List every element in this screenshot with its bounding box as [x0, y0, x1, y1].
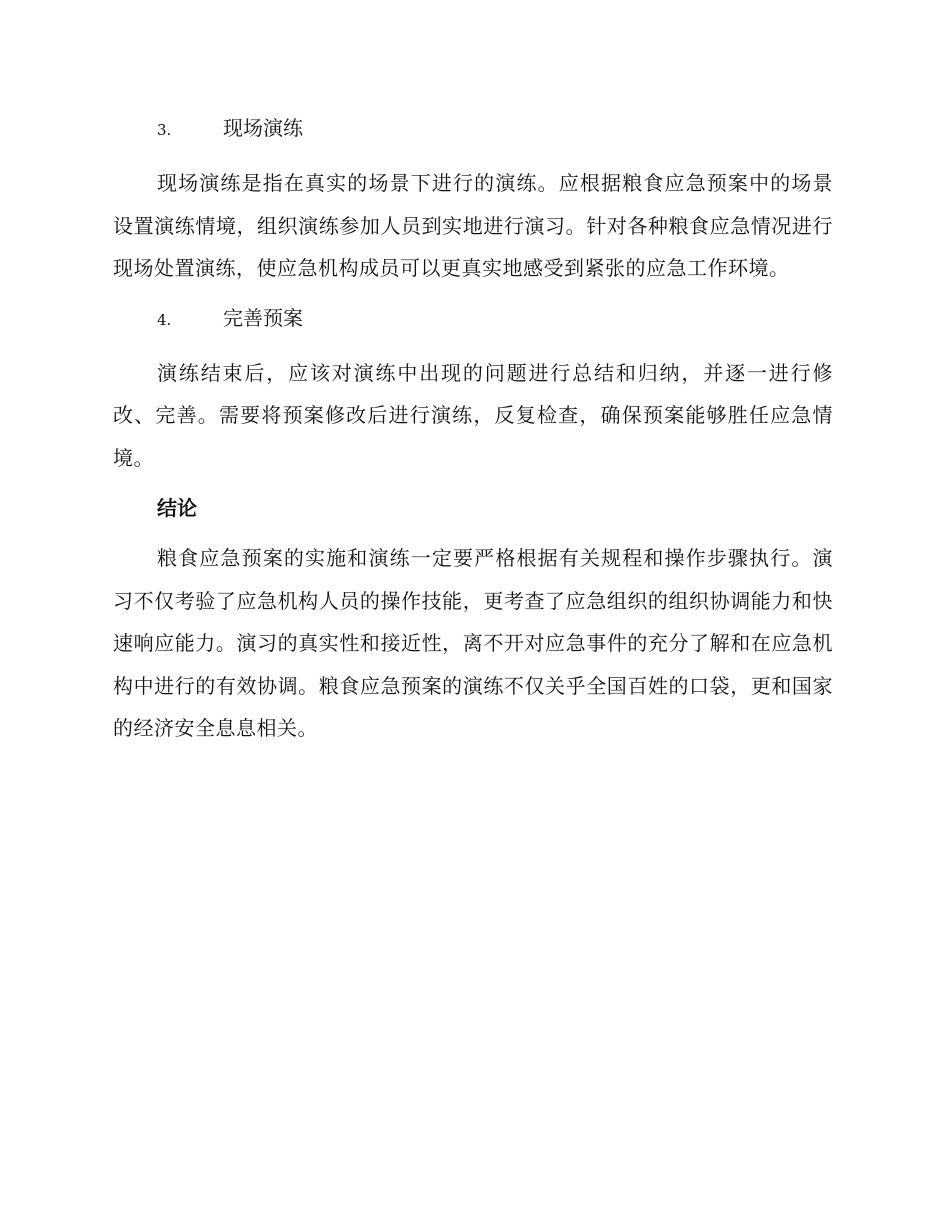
section-number: 4.: [157, 310, 172, 329]
conclusion-paragraph: 粮食应急预案的实施和演练一定要严格根据有关规程和操作步骤执行。演习不仅考验了应急机构人员的操作技能，更考查了应急组织的组织协调能力和快速响应能力。演习的真实性和接近性，离不开对应急事件的充分了解和在应急机构中进行的有效协调。粮食应急预案的演练不仅关乎全国百姓的口袋，更和国家的经济安全息息相关。: [113, 546, 833, 740]
section-paragraph-4: 演练结束后，应该对演练中出现的问题进行总结和归纳，并逐一进行修改、完善。需要将预案修改后进行演练，反复检查，确保预案能够胜任应急情境。: [113, 360, 833, 470]
section-title: 完善预案: [223, 305, 303, 330]
section-heading-3: [157, 108, 833, 148]
conclusion-heading: 结论: [157, 496, 197, 520]
section-heading-4: [157, 298, 833, 338]
document-body: [113, 108, 833, 750]
section-number: 3.: [157, 121, 172, 139]
section-title: 现场演练: [223, 116, 303, 140]
section-paragraph-3: 现场演练是指在真实的场景下进行的演练。应根据粮食应急预案中的场景设置演练情境，组织演练参加人员到实地进行演习。针对各种粮食应急情况进行现场处置演练，使应急机构成员可以更真实地感受到紧张的应急工作环境。: [113, 171, 833, 280]
